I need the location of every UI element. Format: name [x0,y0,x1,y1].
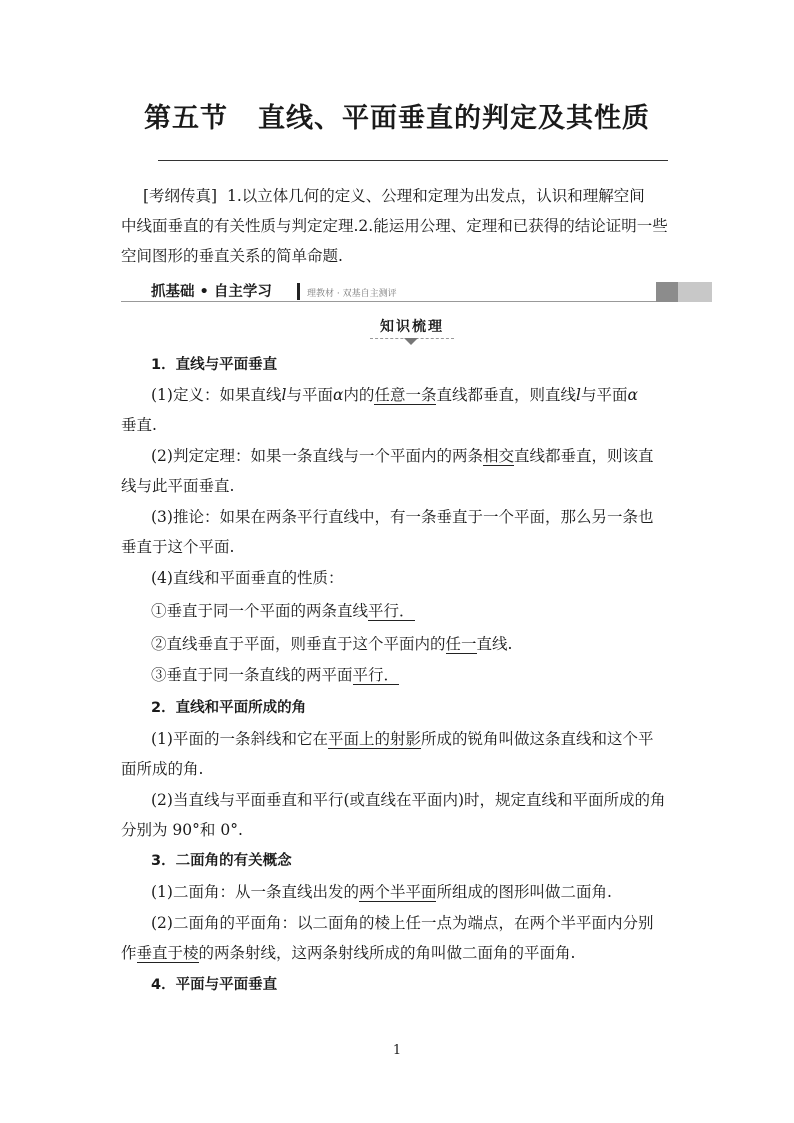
page-number: 1 [392,1043,402,1058]
title-text: 直线、平面垂直的判定及其性质 [258,103,650,134]
syllabus-line-1 [121,181,677,212]
page-title [0,96,794,135]
var-l: l [281,386,287,404]
section-banner [121,282,712,302]
s1-p2-text-b: 直线. [476,635,513,653]
s1-corollary-cont: 垂直于这个平面. [121,538,235,556]
s1-thm-text-b: 直线都垂直，则该直 [513,447,654,465]
var-alpha: α [332,386,344,404]
s1-def-text-a: (1)定义：如果直线 [151,386,282,404]
s1-theorem-cont: 线与此平面垂直. [121,477,235,495]
s1-theorem [121,441,707,472]
s3-b-underlined: 垂直于棱 [136,944,199,962]
s3-heading: 3．二面角的有关概念 [151,853,292,869]
knowledge-heading [370,316,454,336]
s1-p1-text: ①垂直于同一个平面的两条直线 [151,602,369,620]
s1-def-underlined: 任意一条 [374,386,437,404]
s1-thm-underlined: 相交 [482,447,514,465]
banner-light-block [678,282,712,302]
title-section-number: 第五节 [144,103,228,134]
s1-p3-underlined: 平行． [352,666,400,684]
banner-subtitle: 理教材 · 双基自主测评 [307,289,397,299]
s2-a-underlined: 平面上的射影 [327,730,421,748]
s1-heading: 1．直线与平面垂直 [151,357,278,373]
s1-property-3 [121,660,707,691]
s2-heading: 2．直线和平面所成的角 [151,700,307,716]
syllabus-text-1: 1.以立体几何的定义、公理和定理为出发点，认识和理解空间 [226,187,645,205]
s1-def-text-e: 与平面 [580,386,628,404]
s1-def-text-c: 内的 [343,386,375,404]
syllabus-line-3: 空间图形的垂直关系的简单命题. [121,247,343,265]
s1-definition-cont: 垂直. [121,416,157,434]
banner-divider [297,283,300,300]
title-rule [158,160,668,161]
banner-dark-block [656,282,678,302]
s2-item-2-cont: 分别为 90°和 0°. [121,821,243,839]
s2-item-1 [121,724,707,755]
s1-def-text-b: 与平面 [286,386,333,404]
s4-heading: 4．平面与平面垂直 [151,977,278,993]
s1-thm-text-a: (2)判定定理：如果一条直线与一个平面内的两条 [151,447,483,465]
s2-a-text-b: 所成的锐角叫做这条直线和这个平 [420,730,654,748]
s1-p1-underlined: 平行． [368,602,415,620]
knowledge-heading-text: 知识梳理 [380,319,444,335]
s1-def-text-d: 直线都垂直，则直线 [436,386,576,404]
var-alpha: α [627,386,638,404]
s3-item-1 [121,877,707,908]
s2-item-1-cont: 面所成的角. [121,760,204,778]
s1-properties: (4)直线和平面垂直的性质： [151,569,344,587]
s1-property-1 [121,596,707,627]
s3-a-text: (1)二面角：从一条直线出发的 [151,883,359,901]
s1-definition [121,380,707,411]
s1-property-2 [121,629,707,660]
var-l: l [575,386,581,404]
s3-item-2: (2)二面角的平面角：以二面角的棱上任一点为端点，在两个半平面内分别 [151,914,654,932]
heading-down-triangle-icon [404,338,418,345]
banner-underline [121,301,656,302]
s1-p3-text: ③垂直于同一条直线的两平面 [151,666,353,684]
s2-item-2: (2)当直线与平面垂直和平行(或直线在平面内)时，规定直线和平面所成的角 [151,791,666,809]
s3-item-2-cont [121,938,677,969]
s1-p2-underlined: 任一 [445,635,477,653]
syllabus-label: [考纲传真] [143,187,218,205]
s1-corollary: (3)推论：如果在两条平行直线中，有一条垂直于一个平面，那么另一条也 [151,508,654,526]
banner-title: 抓基础 • 自主学习 [151,284,272,300]
s3-b-text-b: 的两条射线，这两条射线所成的角叫做二面角的平面角. [198,944,576,962]
syllabus-line-2: 中线面垂直的有关性质与判定定理.2.能运用公理、定理和已获得的结论证明一些 [121,217,668,235]
s3-b-text: 作 [121,944,137,962]
s3-a-text-b: 所组成的图形叫做二面角. [436,883,612,901]
s2-a-text: (1)平面的一条斜线和它在 [151,730,328,748]
s3-a-underlined: 两个半平面 [358,883,437,901]
s1-p2-text-a: ②直线垂直于平面，则垂直于这个平面内的 [151,635,446,653]
